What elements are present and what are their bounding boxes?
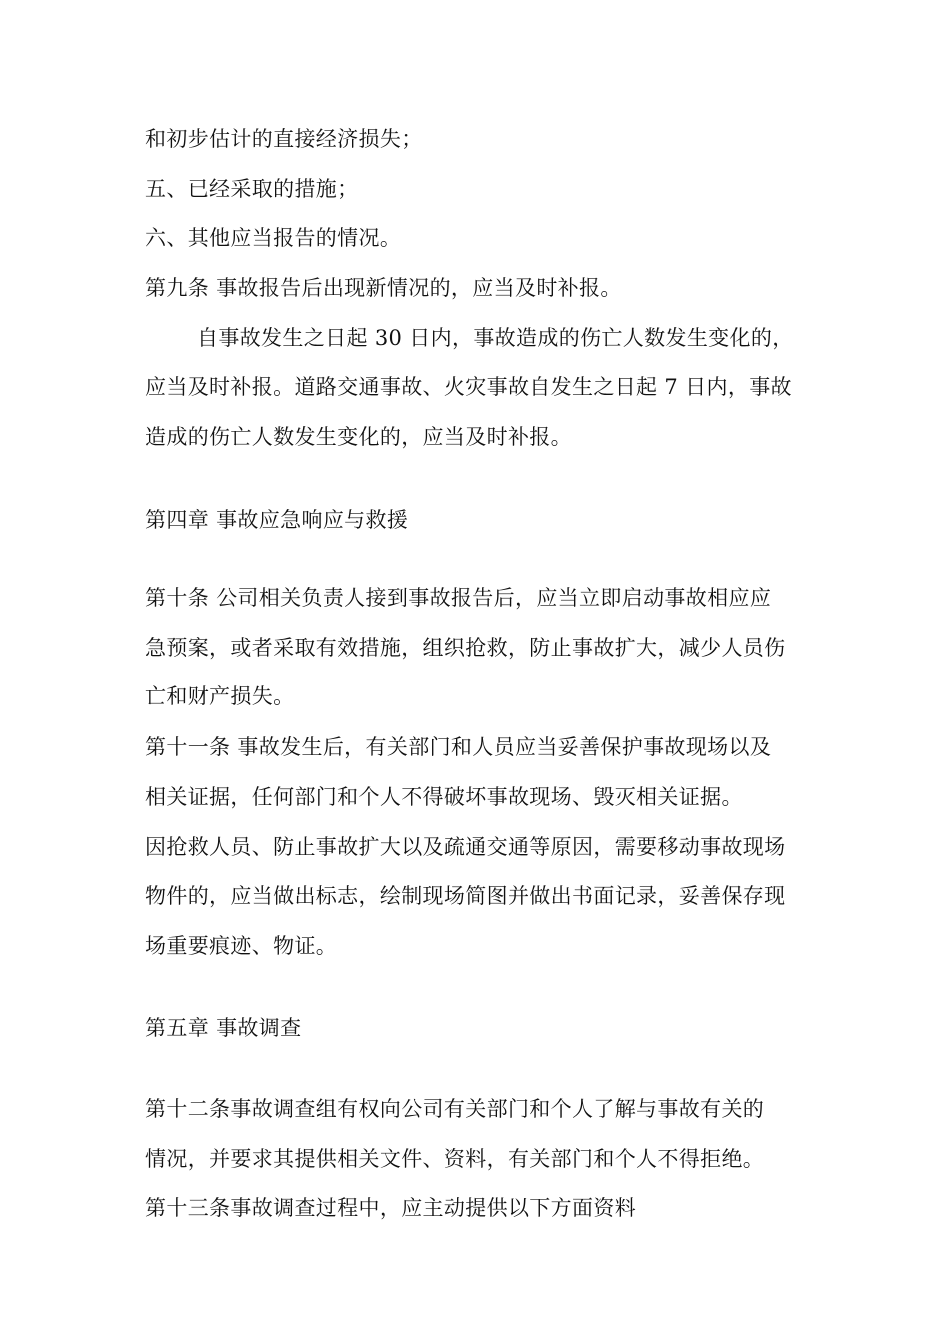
text-line: 造成的伤亡人数发生变化的，应当及时补报。 bbox=[145, 425, 572, 449]
text-line: 五、已经采取的措施； bbox=[145, 177, 359, 201]
text-line: 自事故发生之日起 30 日内，事故造成的伤亡人数发生变化的， bbox=[197, 326, 794, 350]
article-10-heading: 第十条 公司相关负责人接到事故报告后，应当立即启动事故相应应 bbox=[145, 586, 772, 610]
text-line: 急预案，或者采取有效措施，组织抢救，防止事故扩大，减少人员伤 bbox=[145, 636, 786, 660]
chapter-4-heading: 第四章 事故应急响应与救援 bbox=[145, 508, 409, 532]
text-line: 因抢救人员、防止事故扩大以及疏通交通等原因，需要移动事故现场 bbox=[145, 835, 786, 859]
text-line: 情况，并要求其提供相关文件、资料，有关部门和个人不得拒绝。 bbox=[145, 1147, 765, 1171]
text-line: 物件的，应当做出标志，绘制现场简图并做出书面记录，妥善保存现 bbox=[145, 884, 786, 908]
text-line: 亡和财产损失。 bbox=[145, 684, 295, 708]
text-line: 和初步估计的直接经济损失； bbox=[145, 127, 423, 151]
article-9-heading: 第九条 事故报告后出现新情况的，应当及时补报。 bbox=[145, 276, 622, 300]
text-line: 应当及时补报。道路交通事故、火灾事故自发生之日起 7 日内，事故 bbox=[145, 375, 792, 399]
article-13-heading: 第十三条事故调查过程中，应主动提供以下方面资料 bbox=[145, 1196, 637, 1220]
chapter-5-heading: 第五章 事故调查 bbox=[145, 1016, 302, 1040]
article-11-heading: 第十一条 事故发生后，有关部门和人员应当妥善保护事故现场以及 bbox=[145, 735, 772, 759]
text-line: 六、其他应当报告的情况。 bbox=[145, 226, 402, 250]
text-line: 场重要痕迹、物证。 bbox=[145, 934, 338, 958]
text-line: 相关证据，任何部门和个人不得破坏事故现场、毁灭相关证据。 bbox=[145, 785, 743, 809]
article-12-heading: 第十二条事故调查组有权向公司有关部门和个人了解与事故有关的 bbox=[145, 1097, 765, 1121]
